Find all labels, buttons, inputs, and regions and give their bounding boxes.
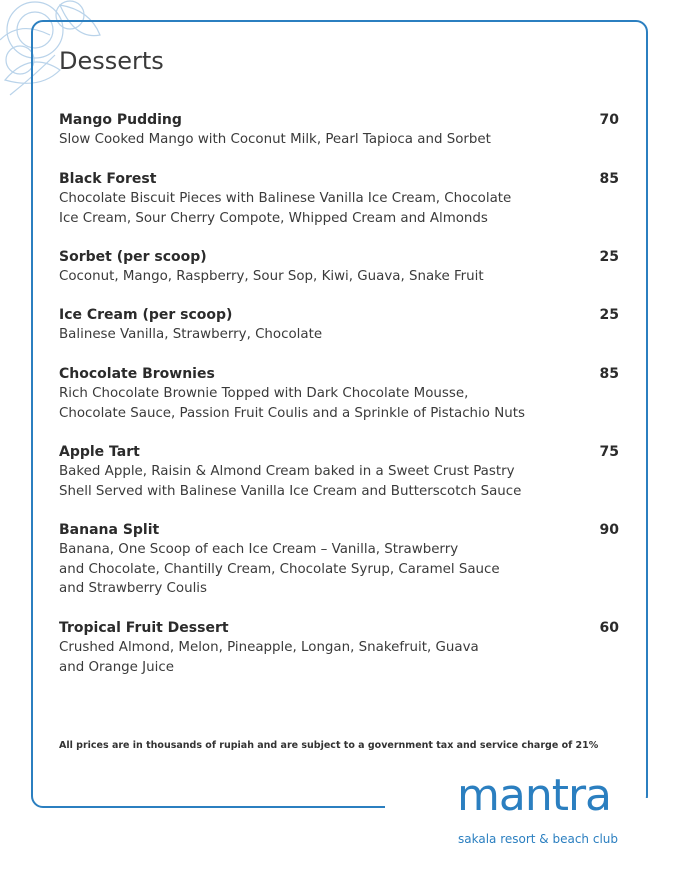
menu-item	[59, 442, 619, 501]
menu-item	[59, 618, 619, 677]
item-price: 85	[599, 366, 619, 382]
item-description: Banana, One Scoop of each Ice Cream – Vanilla, Strawberry and Chocolate, Chantilly Cream, Chocolate Syrup, Caramel Sauce and Strawberry Coulis	[59, 542, 500, 596]
item-name: Apple Tart	[59, 444, 140, 460]
item-price: 60	[599, 620, 619, 636]
item-name: Black Forest	[59, 171, 157, 187]
item-name: Ice Cream (per scoop)	[59, 307, 233, 323]
item-description: Coconut, Mango, Raspberry, Sour Sop, Kiwi, Guava, Snake Fruit	[59, 269, 484, 284]
item-name: Tropical Fruit Dessert	[59, 620, 229, 636]
menu-item	[59, 247, 619, 287]
item-description: Baked Apple, Raisin & Almond Cream baked in a Sweet Crust Pastry Shell Served with Balinese Vanilla Ice Cream and Butterscotch Sauce	[59, 464, 522, 499]
item-name: Mango Pudding	[59, 112, 182, 128]
item-name: Banana Split	[59, 522, 160, 538]
item-name: Sorbet (per scoop)	[59, 249, 207, 265]
item-description: Chocolate Biscuit Pieces with Balinese Vanilla Ice Cream, Chocolate Ice Cream, Sour Cherry Compote, Whipped Cream and Almonds	[59, 191, 512, 226]
item-description: Rich Chocolate Brownie Topped with Dark Chocolate Mousse, Chocolate Sauce, Passion Fruit Coulis and a Sprinkle of Pistachio Nuts	[59, 386, 525, 421]
brand-name: mantra	[457, 770, 612, 821]
menu-item	[59, 169, 619, 228]
item-price: 90	[599, 522, 619, 538]
item-description: Slow Cooked Mango with Coconut Milk, Pearl Tapioca and Sorbet	[59, 132, 491, 147]
menu-item	[59, 110, 619, 150]
item-price: 70	[599, 112, 619, 128]
item-price: 25	[599, 249, 619, 265]
item-description: Crushed Almond, Melon, Pineapple, Longan, Snakefruit, Guava and Orange Juice	[59, 640, 479, 675]
page-title: Desserts	[59, 47, 164, 75]
brand-tagline: sakala resort & beach club	[458, 832, 618, 846]
item-price: 85	[599, 171, 619, 187]
item-price: 25	[599, 307, 619, 323]
item-price: 75	[599, 444, 619, 460]
menu-item	[59, 520, 619, 599]
menu-item	[59, 364, 619, 423]
item-name: Chocolate Brownies	[59, 366, 215, 382]
item-description: Balinese Vanilla, Strawberry, Chocolate	[59, 327, 323, 342]
price-note: All prices are in thousands of rupiah and are subject to a government tax and service charge of 21%	[59, 740, 599, 751]
menu-item	[59, 305, 619, 345]
brand-logo	[455, 770, 655, 855]
